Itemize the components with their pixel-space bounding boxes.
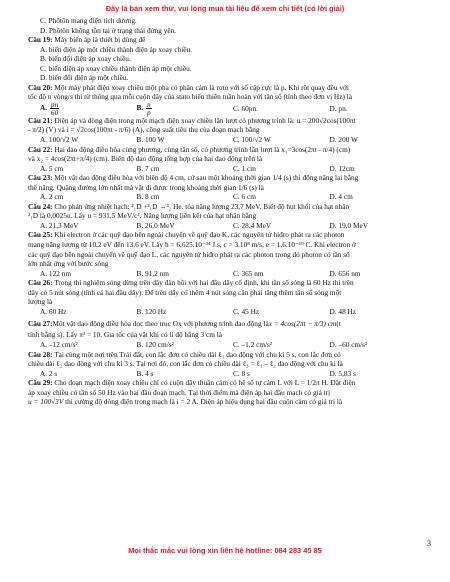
q26-options [28, 307, 426, 317]
q22-option-a: A. 5 cm [40, 163, 64, 173]
q22-option-d: D. 12cm [329, 163, 355, 173]
question-28 [28, 350, 426, 360]
q21-options [28, 135, 426, 145]
q25-option-c: C. 365 nm [233, 268, 264, 278]
question-label: Câu 22: [28, 144, 53, 154]
option-letter: B. [136, 103, 146, 113]
q21-option-d: D. 200 W [329, 135, 358, 145]
q26-option-d: D. 48 Hz [329, 306, 357, 316]
question-label: Câu 25: [28, 230, 53, 240]
q21-option-c: C. 100/√2 W [233, 135, 271, 145]
question-23 [28, 173, 426, 183]
question-text: thì cường độ dòng điện trong mạch là i = 2 A. Điện áp hiệu dụng hai đầu cuộn cảm có giá trị là [63, 397, 343, 407]
q24-option-d: D. 19,0 MeV [329, 220, 369, 230]
denominator: 60 [50, 108, 59, 118]
question-text-cont: chiều dài ℓ₂ dao động với chu kì 3 s. Tại nơi đó, con lắc đơn có chiều dài ℓ₃ = ℓ₁ – ℓ₂ dao động với chu kì là [28, 359, 343, 369]
question-text-cont [28, 397, 426, 407]
page-number: 3 [427, 539, 431, 548]
question-text-cont: - π/2) (V) và i = √2cos(100πt - π/6) (A), công suất tiêu thụ của đoạn mạch bằng [28, 125, 260, 135]
question-text-cont: các quỹ đạo bên ngoài chuyển về quỹ đạo L, các nguyên tử hiđro phát ra các photon trong đó photon có tần số [28, 249, 350, 259]
q23-option-d: D. 4 cm [329, 192, 353, 202]
question-label: Câu 23: [28, 173, 53, 183]
q19-option-b: B. biến đổi điện áp xoay chiều. [40, 54, 131, 64]
q18-option-c: C. Phôtôn mang điện tích dương. [40, 16, 137, 25]
q25-options [28, 269, 426, 279]
q18-option-d: D. Phôtôn không tồn tại ở trạng thái đứng yên. [40, 25, 177, 35]
question-19 [28, 35, 426, 45]
q27-options [28, 340, 426, 350]
q25-option-d: D. 656 nm [329, 268, 361, 278]
q24-option-c: C. 28,4 MeV [233, 220, 272, 230]
q28-option-c: C. 8 s [233, 368, 250, 378]
question-label: Câu 28: [28, 349, 53, 359]
question-text-cont: tốc độ n vòng/s thì từ thông qua mỗi cuộn dây của stato biến thiên tuần hoàn với tần số (tính theo đơn vị Hz) là [28, 92, 352, 102]
option-letter: A. [40, 103, 49, 113]
question-text-cont: mang năng lượng từ 10,2 eV đến 13,6 eV. Lấy h = 6,625.10⁻³⁴ J.s, c = 3.10⁸ m/s, e = 1,6.10⁻¹⁹ C. Khi electron ở [28, 240, 356, 250]
question-text: Trong thí nghiệm sóng dừng trên dây đàn hồi với hai đầu dây cố định, khi tần số sóng là 60 Hz thì trên [52, 278, 354, 288]
numerator: pn [50, 100, 59, 110]
q20-option-b [137, 101, 234, 116]
fraction [146, 101, 152, 116]
question-25 [28, 230, 426, 240]
question-text: Máy biến áp là thiết bị dùng để [52, 35, 146, 45]
question-text-cont: lớn nhất ứng với bước sóng [28, 259, 109, 269]
question-24 [28, 202, 426, 212]
question-text: Một vật dao động điều hòa dọc theo trục Ox với phương trình dao động là [52, 318, 269, 328]
question-22 [28, 145, 426, 155]
q22-options [28, 164, 426, 174]
q24-option-a: A. 21,3 MeV [40, 220, 79, 230]
q19-option-d: D. biến đổi điện áp một chiều. [40, 73, 129, 83]
header-banner: Đây là bản xem thử, vui lòng mua tài liệu để xem chi tiết (có lời giải) [105, 4, 345, 13]
question-label: Câu 26: [28, 278, 53, 288]
question-text-cont: và x₂ = 4cos(2πt+π/4) (cm). Biên độ dao động tổng hợp của hai dao động trên là [28, 154, 263, 164]
q26-option-a: A. 60 Hz [40, 306, 67, 316]
question-text: Hai dao động điều hòa cùng phương, cùng tần số, có phương trình lần lượt là x₁=3cos(2πt - π/4) (cm) [52, 144, 351, 154]
question-label: Câu 19: [28, 35, 53, 45]
footer-banner: Mọi thắc mắc vui lòng xin liên hệ hotline: 084 283 45 85 [128, 546, 322, 555]
q20-option-a [40, 101, 137, 116]
question-text-cont: lượng là [28, 297, 53, 307]
question-text-cont: tính bằng s). Lấy π² = 10. Gia tốc của vật khi có li độ bằng 3 cm là [28, 330, 222, 340]
question-label: Câu 24: [28, 201, 53, 211]
question-text: Một vật dao động điều hòa với biên độ 4 cm, cứ sau một khoảng thời gian 1/4 (s) thì động năng lại bằng [52, 173, 359, 183]
question-page [28, 16, 426, 407]
q23-option-b: B. 8 cm [136, 192, 160, 202]
question-text: Điện áp và dòng điện trong một mạch điện xoay chiều lần lượt có phương trình là: u = 200√2cos(100πt [52, 115, 356, 125]
q27-option-d: D. –60 cm/s² [329, 339, 368, 349]
q26-option-b: B. 120 Hz [136, 306, 167, 316]
q24-options [28, 221, 426, 231]
question-label: Câu 21: [28, 115, 53, 125]
question-label: Câu 20: [28, 82, 53, 92]
question-21 [28, 116, 426, 126]
q20-options [28, 102, 426, 116]
q23-option-c: C. 6 cm [233, 192, 256, 202]
q24-option-b: B. 26,0 MeV [136, 220, 175, 230]
q20-option-c: C. 60pn. [233, 104, 258, 114]
fraction [50, 101, 59, 116]
question-26 [28, 278, 426, 288]
question-text-cont: thế năng. Quãng đường lớn nhất mà vật đi được trong khoảng thời gian 1/6 (s) là [28, 182, 264, 192]
question-29 [28, 378, 426, 388]
q23-option-a: A. 2 cm [40, 192, 64, 202]
denominator: p [147, 108, 151, 118]
q28-options [28, 369, 426, 379]
q21-option-a: A. 100/√2 W [40, 135, 79, 145]
q23-options [28, 192, 426, 202]
numerator: n [147, 100, 151, 110]
question-text-cont: áp xoay chiều có tần số 50 Hz vào hai đầu đoạn mạch. Tại thời điểm mà điện áp hai đầu mạch có giá trị [28, 387, 331, 397]
q26-option-c: C. 45 Hz [233, 306, 260, 316]
question-text: Một máy phát điện xoay chiều một pha có phần cảm là roto với số cặp cực là p. Khi rôt quay đều với [52, 82, 349, 92]
equation: x = 4cos(2πt − π/3) cm [268, 318, 337, 328]
q20-option-d: D. pn. [329, 104, 348, 114]
q28-option-d: D. 5,83 s [329, 368, 356, 378]
question-text: (t [336, 318, 341, 328]
question-27 [28, 316, 426, 330]
question-20 [28, 83, 426, 93]
question-text: Cho đoạn mạch điện xoay chiều chỉ có cuộn dây thuần cảm có hệ số tự cảm L với L = 1/2π H. Đặt điện [52, 378, 356, 388]
q22-option-b: B. 7 cm [136, 163, 160, 173]
q25-option-b: B. 91,2 nm [136, 268, 169, 278]
question-text: Cho phản ứng nhiệt hạch: ²₁D +²₁D →³₂ He. tỏa năng lượng 23,7 MeV. Biết độ hụt khối của hạt nhân [52, 201, 350, 211]
q25-option-a: A. 122 nm [40, 268, 72, 278]
q28-option-b: B. 4 s [136, 368, 154, 378]
q22-option-c: C. 1 cm [233, 163, 256, 173]
q19-option-c: C. biến điện áp xoay chiều thành điện áp một chiều. [40, 63, 192, 73]
equation: u = 100√3V [28, 397, 64, 407]
q21-option-b: B. 100 W [136, 135, 165, 145]
q28-option-a: A. 2 s [40, 368, 58, 378]
question-label: Câu 27: [28, 318, 53, 328]
q27-option-c: C. –1,2 cm/s² [233, 339, 273, 349]
q27-option-a: A. –12 cm/s² [40, 339, 78, 349]
question-text-cont: ²₁D là 0,0025u. Lấy u = 931,5 MeV/c². Năng lượng liên kết của hạt nhân bằng [28, 211, 257, 221]
question-text: Khi electron ở các quỹ đạo bên ngoài chuyển về quỹ đạo K, các nguyên tử hiđro phát ra các photon [52, 230, 345, 240]
q19-option-a: A. biến điện áp một chiều thành điện áp xoay chiều. [40, 44, 192, 54]
question-label: Câu 29: [28, 378, 53, 388]
q27-option-b: B. 120 cm/s² [136, 339, 174, 349]
question-text: Tại cùng một nơi trên Trái đất, con lắc đơn có chiều dài ℓ₁ dao động với chu kì 5 s, con lắc đơn có [52, 349, 341, 359]
question-text-cont: dây có 5 nút sóng (tính cả hai đầu dây). Để trên dây có thêm 4 nút sóng cần phải tăng thêm tần số sóng một [28, 287, 342, 297]
